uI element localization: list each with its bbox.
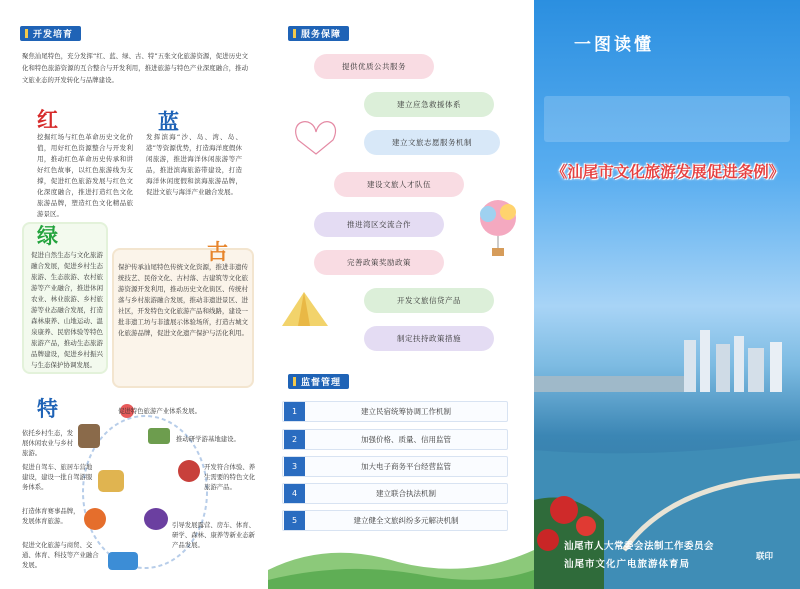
panel-cover [534, 0, 800, 589]
lan-text: 发挥滨海“沙、岛、湾、岛、港”等资源优势，打造海洋度假休闲旅游，推进海洋休闲旅游等产品，推进滨海旅游带建设，打造海洋休闲度假和滨海旅游品牌，促进文旅与海洋产业融合发展。 [146, 133, 242, 196]
char-lv: 绿 [37, 223, 58, 248]
balloon-icon [468, 196, 528, 262]
te-item: 引导发展露营、房车、体育、研学、森林、康养等新业态新产品发展。 [172, 521, 256, 549]
intro-text: 聚焦汕尾特色，充分发挥“红、蓝、绿、古、特”五张文化旅游资源，促进历史文化和特色旅游资源的互合整合与开发利用，推进旅游与特色产业深度融合，推动文旅业态的开发转化与品牌建设。 [22, 52, 248, 84]
map-icon [148, 428, 170, 444]
supervision-row: 2 加强价格、质量、信用监管 [282, 429, 508, 450]
gu-text: 保护传承汕尾特色传统文化资源，推进非遗传统技艺、民俗文化、古村落、古建筑等文化旅游资源开发利用，推动历史文化街区、传统村落与乡村旅游融合发展，推动非遗进景区、进社区，开发特色文化旅游产品和线路，建设一批非遗工坊与非遗展示体验场所，打造古城文化旅游品牌，促进文化遗产保护与活化利用。 [118, 263, 248, 337]
issuer-line-2: 汕尾市文化广电旅游体育局 [564, 559, 691, 570]
section-tag-supervision: 监督管理 [288, 374, 349, 389]
car-icon [98, 470, 124, 492]
heart-doodle [288, 110, 358, 160]
supervision-row: 5 建立健全文旅纠纷多元解决机制 [282, 510, 508, 531]
boat-icon [108, 552, 138, 570]
service-item: 开发文旅信贷产品 [364, 288, 494, 313]
service-item: 建设文旅人才队伍 [334, 172, 464, 197]
te-item: 促进自驾车、旅居车营地建设，建设一批自驾游服务体系。 [22, 463, 93, 491]
grass-hill [268, 540, 534, 589]
tent-icon [144, 508, 168, 530]
char-gu: 古 [207, 239, 228, 264]
service-item: 建立应急救援体系 [364, 92, 494, 117]
service-item: 推进湾区交流合作 [314, 212, 444, 237]
issuer-line-1: 汕尾市人大常委会法制工作委员会 [564, 541, 715, 552]
hong-text: 挖掘红场与红色革命历史文化价值，用好红色资源整合与开发利用，推动红色革命历史传承和讲好红色故事，以红色旅游线为支撑，促进红色旅游发展与红色文化深度融合，推进打造红色文化旅游品牌，塑造红色文化精品旅游景区。 [37, 133, 133, 218]
cover-heading: 一图读懂 [574, 35, 654, 55]
char-te: 特 [37, 396, 58, 421]
te-item: 开发符合体验、养生需要的特色文化旅游产品。 [204, 463, 256, 491]
well-icon [78, 424, 100, 448]
section-tag-service: 服务保障 [288, 26, 349, 41]
te-item: 依托乡村生态，发展休闲农业与乡村旅游。 [22, 429, 74, 457]
panel-development [0, 0, 268, 589]
cloud-band [544, 96, 790, 142]
tent-illustration [276, 282, 336, 332]
supervision-row: 1 建立民宿统筹协调工作机制 [282, 401, 508, 422]
service-item: 完善政策奖励政策 [314, 250, 444, 275]
section-tag-development: 开发培育 [20, 26, 81, 41]
cyclist-icon [84, 508, 106, 530]
service-item: 建立文旅志愿服务机制 [364, 130, 500, 155]
service-item: 制定扶持政策措施 [364, 326, 494, 351]
te-item: 促进文化旅游与商贸、交通、体育、科技等产业融合发展。 [22, 541, 99, 569]
city-skyline [534, 300, 800, 400]
te-item: 推动研学游基地建设。 [176, 435, 240, 443]
te-item: 促进特色旅游产业体系发展。 [118, 407, 202, 415]
lv-text: 促进自然生态与文化旅游融合发展，促进乡村生态旅游、生态旅游、农村旅游等产业融合，推进休闲农业、林业旅游、乡村旅游等业态融合发展，打造森林康养、山地运动、温泉康养、民宿体验等特色旅游产品，推动生态旅游品牌建设，促进乡村振兴与生态保护协调发展。 [31, 251, 103, 369]
performer-icon [178, 460, 200, 482]
supervision-row: 3 加大电子商务平台经营监管 [282, 456, 508, 477]
service-item: 提供优质公共服务 [314, 54, 434, 79]
issuer-suffix: 联印 [756, 552, 774, 562]
te-item: 打造体育赛事品牌，发展体育旅游。 [22, 507, 80, 525]
panel-service [268, 0, 534, 589]
char-lan: 蓝 [158, 109, 179, 134]
char-hong: 红 [37, 107, 58, 132]
cover-title: 《汕尾市文化旅游发展促进条例》 [551, 162, 785, 181]
supervision-row: 4 建立联合执法机制 [282, 483, 508, 504]
